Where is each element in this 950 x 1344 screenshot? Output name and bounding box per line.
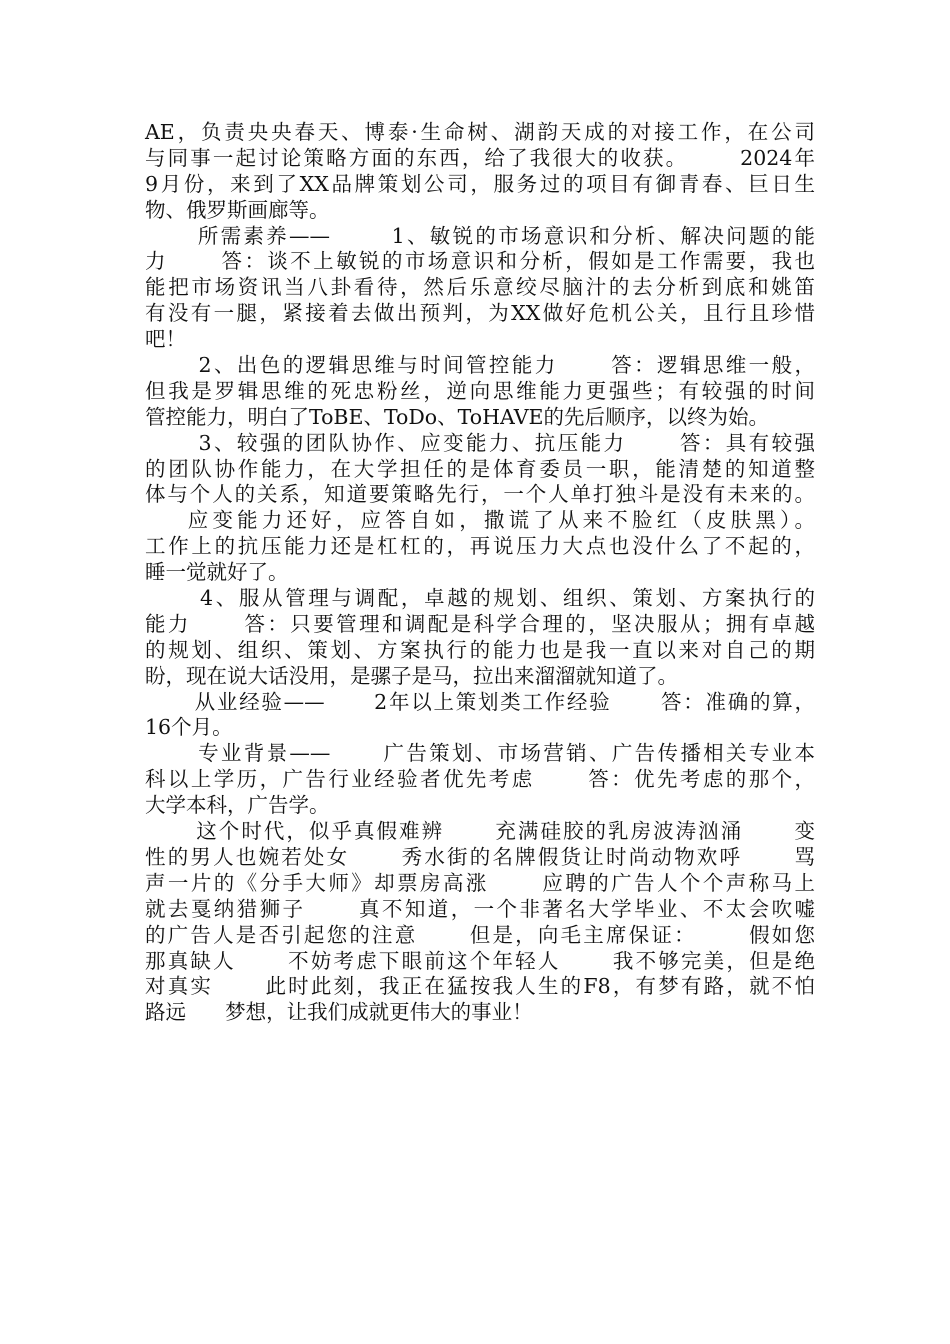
text-line: AE，负责央央春天、博泰·生命树、湖韵天成的对接工作，在公司 <box>145 120 815 144</box>
text-line: 性的男人也婉若处女 秀水街的名牌假货让时尚动物欢呼 骂 <box>145 844 815 869</box>
text-line: 但我是罗辑思维的死忠粉丝，逆向思维能力更强些；有较强的时间 <box>145 378 815 403</box>
text-line: 盼，现在说大话没用，是骡子是马，拉出来溜溜就知道了。 <box>145 663 678 688</box>
text-line: 与同事一起讨论策略方面的东西，给了我很大的收获。 2024年 <box>145 145 815 170</box>
text-line: 路远 梦想，让我们成就更伟大的事业！ <box>145 1000 533 1025</box>
text-line: 的团队协作能力，在大学担任的是体育委员一职，能清楚的知道整 <box>145 456 815 481</box>
text-line: 工作上的抗压能力还是杠杠的，再说压力大点也没什么了不起的， <box>145 534 815 559</box>
text-line: 力 答：谈不上敏锐的市场意识和分析，假如是工作需要，我也 <box>145 249 815 274</box>
text-line: 9月份，来到了XX品牌策划公司，服务过的项目有御青春、巨日生 <box>145 171 815 196</box>
text-line: 的广告人是否引起您的注意 但是，向毛主席保证： 假如您 <box>145 922 815 947</box>
text-line: 专业背景—— 广告策划、市场营销、广告传播相关专业本 <box>145 741 815 766</box>
text-line: 管控能力，明白了ToBE、ToDo、ToHAVE的先后顺序，以终为始。 <box>145 404 770 429</box>
text-line: 的规划、组织、策划、方案执行的能力也是我一直以来对自己的期 <box>145 637 815 662</box>
text-line: 这个时代，似乎真假难辨 充满硅胶的乳房波涛汹涌 变 <box>145 819 815 844</box>
text-line: 声一片的《分手大师》却票房高涨 应聘的广告人个个声称马上 <box>145 870 815 895</box>
text-line: 那真缺人 不妨考虑下眼前这个年轻人 我不够完美，但是绝 <box>145 948 815 973</box>
text-line: 所需素养—— 1、敏锐的市场意识和分析、解决问题的能 <box>145 223 815 248</box>
text-line: 能把市场资讯当八卦看待，然后乐意绞尽脑汁的去分析到底和姚笛 <box>145 275 815 300</box>
text-line: 就去戛纳猎狮子 真不知道，一个非著名大学毕业、不太会吹嘘 <box>145 896 815 921</box>
text-line: 3、较强的团队协作、应变能力、抗压能力 答：具有较强 <box>145 430 815 455</box>
text-line: 2、出色的逻辑思维与时间管控能力 答：逻辑思维一般， <box>145 353 815 378</box>
text-line: 睡一觉就好了。 <box>145 560 289 585</box>
text-line: 从业经验—— 2年以上策划类工作经验 答：准确的算， <box>145 689 815 714</box>
text-line: 有没有一腿，紧接着去做出预判，为XX做好危机公关，且行且珍惜 <box>145 301 815 326</box>
text-line: 科以上学历，广告行业经验者优先考虑 答：优先考虑的那个， <box>145 767 815 792</box>
text-line: 应变能力还好，应答自如，撒谎了从来不脸红（皮肤黑）。 <box>145 508 815 533</box>
text-line: 大学本科，广告学。 <box>145 793 330 818</box>
text-line: 16个月。 <box>145 715 233 740</box>
text-line: 4、服从管理与调配，卓越的规划、组织、策划、方案执行的 <box>145 586 815 611</box>
text-line: 吧！ <box>145 327 186 352</box>
text-line: 物、俄罗斯画廊等。 <box>145 197 330 222</box>
text-line: 能力 答：只要管理和调配是科学合理的，坚决服从；拥有卓越 <box>145 611 815 636</box>
text-line: 对真实 此时此刻，我正在猛按我人生的F8，有梦有路，就不怕 <box>145 974 815 999</box>
document-body <box>145 120 815 1026</box>
text-line: 体与个人的关系，知道要策略先行，一个人单打独斗是没有未来的。 <box>145 482 815 507</box>
